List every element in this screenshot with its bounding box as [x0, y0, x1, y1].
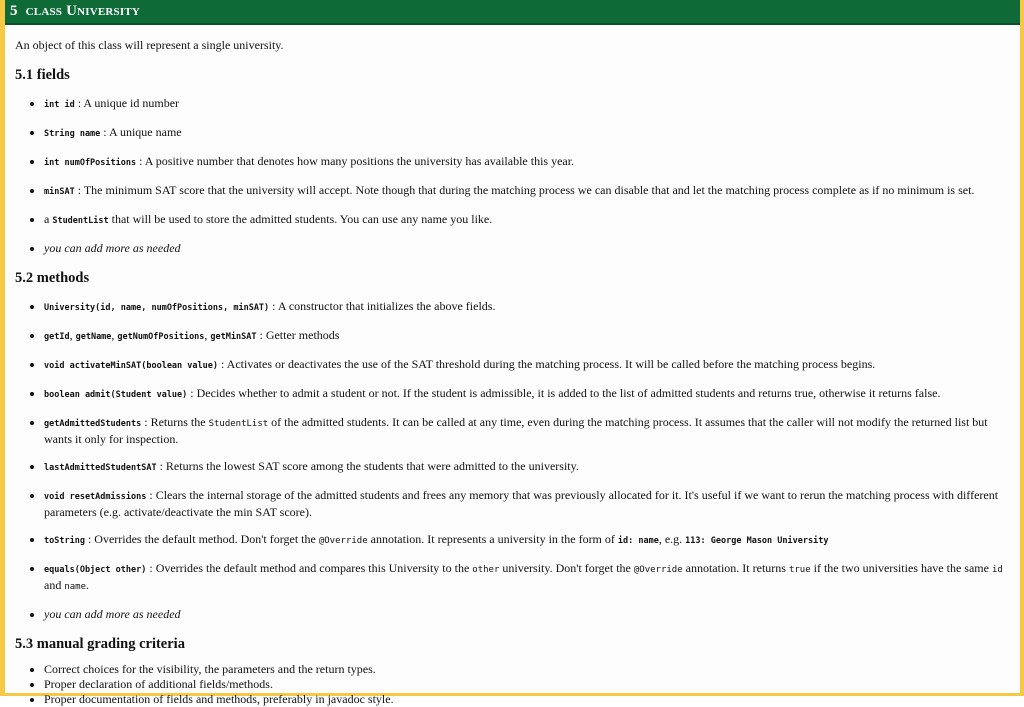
fields-heading: 5.1 fields — [15, 67, 70, 83]
field-positions-desc: : A positive number that denotes how many positions the university has available this year. — [136, 154, 575, 168]
code-name: String name — [44, 129, 101, 139]
getadmitted-t1: : Returns the — [141, 415, 209, 429]
grading-item: • Correct choices for the visibility, the parameters and the return types. — [44, 662, 1014, 677]
equals-t6: . — [86, 578, 90, 592]
method-admit-desc: : Decides whether to admit a student or not. If the student is admissible, it is added to the list of admitted students and returns true, otherwise it returns false. — [187, 386, 941, 400]
field-item-list — [44, 212, 1014, 229]
equals-t4: if the two universities have the same — [810, 561, 992, 575]
mono-true: true — [788, 565, 811, 575]
methods-list — [15, 299, 1014, 622]
method-item-last — [44, 459, 1014, 476]
code-id: int id — [44, 100, 75, 110]
mono-override: @Override — [318, 536, 368, 546]
code-activate: void activateMinSAT(boolean value) — [44, 361, 218, 371]
mono-id: id — [991, 565, 1003, 575]
method-item-equals — [44, 561, 1014, 595]
method-item-reset — [44, 488, 1014, 520]
equals-t5: and — [44, 578, 65, 592]
code-getid: getId — [44, 332, 70, 342]
code-equals: equals(Object other) — [44, 565, 147, 575]
code-getnumofpositions: getNumOfPositions — [117, 332, 205, 342]
mono-name: name — [64, 582, 87, 592]
field-item-more — [44, 241, 1014, 256]
tostring-t2: annotation. It represents a university in the form of — [367, 532, 618, 546]
code-constructor: University(id, name, numOfPositions, minSAT) — [44, 303, 270, 313]
equals-t3: annotation. It returns — [682, 561, 789, 575]
code-tostring: toString — [44, 536, 85, 546]
method-constructor-desc: : A constructor that initializes the above fields. — [269, 299, 496, 313]
method-item-activate — [44, 357, 1014, 374]
code-last: lastAdmittedStudentSAT — [44, 463, 157, 473]
getadmitted-t2: of the admitted students. It can be called at any time, even during the matching process. It assumes that the caller will not modify the returned list but wants it only for inspection. — [44, 415, 988, 446]
code-minsat: minSAT — [44, 187, 75, 197]
method-item-tostring — [44, 532, 1014, 549]
code-admit: boolean admit(Student value) — [44, 390, 188, 400]
field-id-desc: : A unique id number — [74, 96, 180, 110]
section-title-bar — [5, 0, 1020, 25]
code-reset: void resetAdmissions — [44, 492, 147, 502]
field-item-name — [44, 125, 1014, 142]
content — [5, 38, 1020, 707]
sep-1: , — [69, 328, 76, 342]
section-number: 5 — [10, 3, 18, 19]
method-activate-desc: : Activates or deactivates the use of the SAT threshold during the matching process. It will be called before the matching process begins. — [218, 357, 876, 371]
mono-other: other — [472, 565, 500, 575]
equals-t2: university. Don't forget the — [499, 561, 634, 575]
grading-item: • Proper declaration of additional fields/methods. — [44, 677, 1014, 692]
section-title: class University — [25, 3, 141, 19]
field-minsat-desc: : The minimum SAT score that the university will accept. Note though that during the matching process we can disable that and let the matching process complete as if no minimum is set. — [74, 183, 975, 197]
method-item-getters — [44, 328, 1014, 345]
method-item-constructor — [44, 299, 1014, 316]
code-studentlist: StudentList — [52, 216, 109, 226]
intro-text: An object of this class will represent a single university. — [15, 38, 284, 52]
methods-more-note: you can add more as needed — [44, 607, 181, 621]
fields-more-note: you can add more as needed — [44, 241, 181, 255]
sep-2: , — [111, 328, 118, 342]
code-id-name: id: name — [617, 536, 659, 546]
method-item-admit — [44, 386, 1014, 403]
grading-heading: 5.3 manual grading criteria — [15, 636, 185, 652]
field-item-positions — [44, 154, 1014, 171]
field-name-desc: : A unique name — [100, 125, 182, 139]
method-item-more — [44, 607, 1014, 622]
field-list-pre: a — [44, 212, 53, 226]
equals-t1: : Overrides the default method and compares this University to the — [146, 561, 473, 575]
grading-list — [15, 662, 1014, 707]
grading-item: • Proper documentation of fields and methods, preferably in javadoc style. — [44, 692, 1014, 707]
mono-studentlist: StudentList — [208, 419, 269, 429]
code-example: 113: George Mason University — [685, 536, 829, 546]
code-positions: int numOfPositions — [44, 158, 137, 168]
field-item-minsat — [44, 183, 1014, 200]
code-getminsat: getMinSAT — [210, 332, 257, 342]
method-last-desc: : Returns the lowest SAT score among the students that were admitted to the university. — [156, 459, 579, 473]
sep-3: , — [204, 328, 211, 342]
method-item-getadmitted — [44, 415, 1014, 447]
method-getters-desc: : Getter methods — [256, 328, 340, 342]
field-list-desc: that will be used to store the admitted students. You can use any name you like. — [108, 212, 493, 226]
mono-override-2: @Override — [633, 565, 683, 575]
field-item-id — [44, 96, 1014, 113]
fields-list — [15, 96, 1014, 256]
tostring-t3: , e.g. — [658, 532, 686, 546]
tostring-t1: : Overrides the default method. Don't forget the — [84, 532, 319, 546]
methods-heading: 5.2 methods — [15, 270, 90, 286]
code-getadmitted: getAdmittedStudents — [44, 419, 142, 429]
method-reset-desc: : Clears the internal storage of the admitted students and frees any memory that was previously allocated for it. It's useful if we want to rerun the matching process with different parameters (e.g. activate/deactivate the min SAT score). — [44, 488, 999, 519]
code-getname: getName — [75, 332, 112, 342]
